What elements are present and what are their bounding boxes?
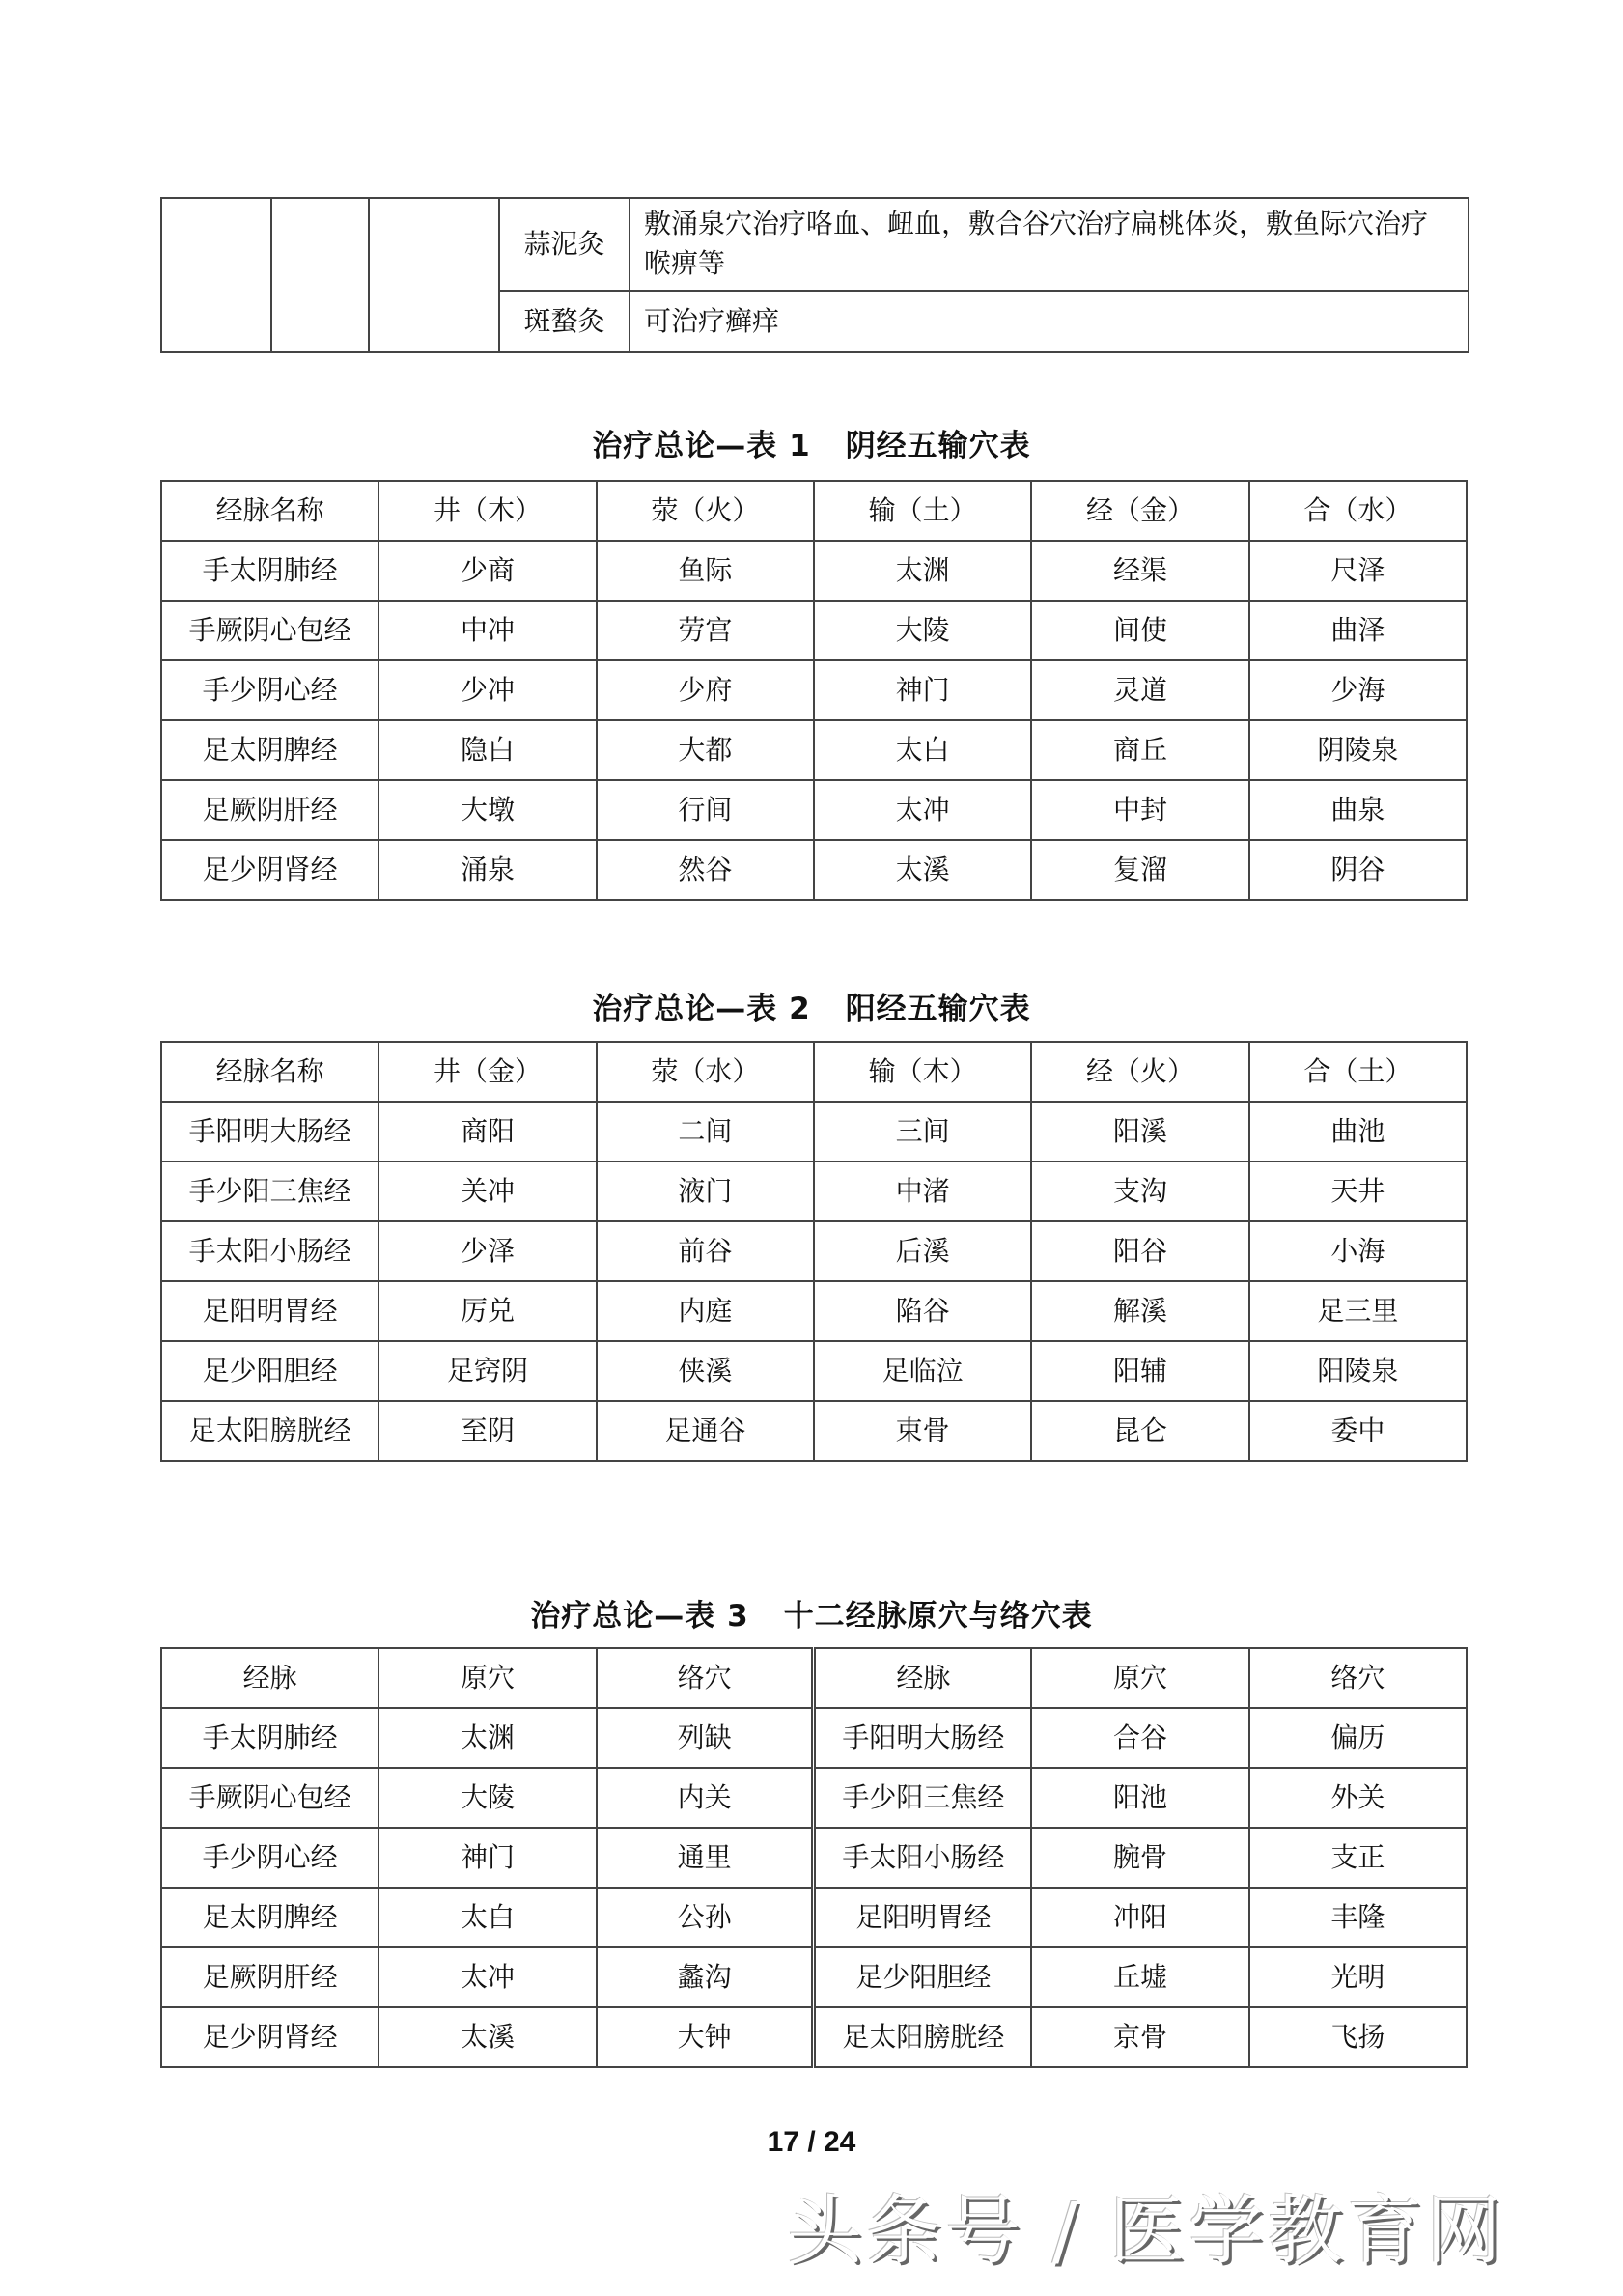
table-row <box>161 1888 1467 1947</box>
cell: 太白 <box>814 720 1031 780</box>
cell: 足太阳膀胱经 <box>814 2007 1031 2067</box>
table-row <box>161 1221 1467 1281</box>
cell: 列缺 <box>597 1708 814 1768</box>
cell: 解溪 <box>1031 1281 1248 1341</box>
header-cell: 荥（水） <box>597 1042 814 1102</box>
cell: 太溪 <box>378 2007 596 2067</box>
cell: 间使 <box>1031 601 1248 660</box>
table-row <box>161 1102 1467 1162</box>
cell: 手太阴肺经 <box>161 541 378 601</box>
cell: 曲泽 <box>1249 601 1467 660</box>
header-cell: 经脉 <box>814 1648 1031 1708</box>
cell: 丘墟 <box>1031 1947 1248 2007</box>
table-row <box>161 601 1467 660</box>
table-header-row <box>161 1648 1467 1708</box>
cell: 曲池 <box>1249 1102 1467 1162</box>
cell: 支沟 <box>1031 1162 1248 1221</box>
cell: 足三里 <box>1249 1281 1467 1341</box>
continued-moxibustion-table <box>160 197 1469 353</box>
table1-title <box>0 421 1623 464</box>
header-cell: 经（金） <box>1031 481 1248 541</box>
header-cell: 合（土） <box>1249 1042 1467 1102</box>
cell: 腕骨 <box>1031 1828 1248 1888</box>
cell: 少商 <box>378 541 596 601</box>
table-header-row <box>161 481 1467 541</box>
empty-cell <box>369 198 499 352</box>
header-cell: 经脉 <box>161 1648 378 1708</box>
header-cell: 井（木） <box>378 481 596 541</box>
table1-title-prefix: 治疗总论—表 1 <box>592 429 811 463</box>
cell: 足厥阴肝经 <box>161 1947 378 2007</box>
cell: 经渠 <box>1031 541 1248 601</box>
cell: 冲阳 <box>1031 1888 1248 1947</box>
cell: 复溜 <box>1031 840 1248 900</box>
header-cell: 经脉名称 <box>161 1042 378 1102</box>
cell: 足阳明胃经 <box>161 1281 378 1341</box>
table2-title-suffix: 阳经五输穴表 <box>845 992 1031 1026</box>
cell: 然谷 <box>597 840 814 900</box>
cell: 厉兑 <box>378 1281 596 1341</box>
cell: 太白 <box>378 1888 596 1947</box>
empty-cell <box>161 198 271 352</box>
cell: 隐白 <box>378 720 596 780</box>
cell: 劳宫 <box>597 601 814 660</box>
table1-title-suffix: 阴经五输穴表 <box>845 429 1031 463</box>
header-cell: 输（木） <box>814 1042 1031 1102</box>
table-row <box>161 780 1467 840</box>
cell: 内关 <box>597 1768 814 1828</box>
description-cell: 敷涌泉穴治疗咯血、衄血，敷合谷穴治疗扁桃体炎，敷鱼际穴治疗喉痹等 <box>630 198 1469 291</box>
cell: 支正 <box>1249 1828 1467 1888</box>
cell: 太溪 <box>814 840 1031 900</box>
cell: 足窍阴 <box>378 1341 596 1401</box>
header-cell: 络穴 <box>597 1648 814 1708</box>
cell: 束骨 <box>814 1401 1031 1461</box>
cell: 大钟 <box>597 2007 814 2067</box>
cell: 小海 <box>1249 1221 1467 1281</box>
cell: 手少阳三焦经 <box>161 1162 378 1221</box>
cell: 鱼际 <box>597 541 814 601</box>
cell: 关冲 <box>378 1162 596 1221</box>
header-cell: 输（土） <box>814 481 1031 541</box>
cell: 足厥阴肝经 <box>161 780 378 840</box>
table3-title-prefix: 治疗总论—表 3 <box>530 1599 749 1634</box>
cell: 光明 <box>1249 1947 1467 2007</box>
cell: 足太阴脾经 <box>161 1888 378 1947</box>
cell: 足少阴肾经 <box>161 840 378 900</box>
cell: 内庭 <box>597 1281 814 1341</box>
cell: 天井 <box>1249 1162 1467 1221</box>
cell: 手太阴肺经 <box>161 1708 378 1768</box>
cell: 大陵 <box>814 601 1031 660</box>
cell: 至阴 <box>378 1401 596 1461</box>
cell: 手少阴心经 <box>161 660 378 720</box>
cell: 太冲 <box>814 780 1031 840</box>
table-row <box>161 2007 1467 2067</box>
cell: 公孙 <box>597 1888 814 1947</box>
cell: 前谷 <box>597 1221 814 1281</box>
cell: 手厥阴心包经 <box>161 1768 378 1828</box>
table-row <box>161 840 1467 900</box>
header-cell: 井（金） <box>378 1042 596 1102</box>
table2-title-prefix: 治疗总论—表 2 <box>592 992 811 1026</box>
table-row <box>161 1401 1467 1461</box>
cell: 大都 <box>597 720 814 780</box>
cell: 阳池 <box>1031 1768 1248 1828</box>
header-cell: 荥（火） <box>597 481 814 541</box>
cell: 手太阳小肠经 <box>161 1221 378 1281</box>
cell: 中封 <box>1031 780 1248 840</box>
table3-title-suffix: 十二经脉原穴与络穴表 <box>783 1599 1093 1634</box>
cell: 二间 <box>597 1102 814 1162</box>
table-row <box>161 1341 1467 1401</box>
cell: 神门 <box>814 660 1031 720</box>
cell: 足少阳胆经 <box>161 1341 378 1401</box>
cell: 阳谷 <box>1031 1221 1248 1281</box>
table-row <box>161 660 1467 720</box>
table3-source-and-connecting-points <box>160 1647 1468 2068</box>
cell: 涌泉 <box>378 840 596 900</box>
header-cell: 经脉名称 <box>161 481 378 541</box>
cell: 后溪 <box>814 1221 1031 1281</box>
table-row <box>161 541 1467 601</box>
cell: 少泽 <box>378 1221 596 1281</box>
cell: 商阳 <box>378 1102 596 1162</box>
cell: 中冲 <box>378 601 596 660</box>
cell: 三间 <box>814 1102 1031 1162</box>
cell: 手厥阴心包经 <box>161 601 378 660</box>
table-row <box>161 1281 1467 1341</box>
cell: 陷谷 <box>814 1281 1031 1341</box>
cell: 手少阴心经 <box>161 1828 378 1888</box>
table-row <box>161 1947 1467 2007</box>
table-row <box>161 720 1467 780</box>
method-cell: 蒜泥灸 <box>499 198 630 291</box>
cell: 少海 <box>1249 660 1467 720</box>
cell: 太冲 <box>378 1947 596 2007</box>
cell: 阳辅 <box>1031 1341 1248 1401</box>
description-cell: 可治疗癣痒 <box>630 291 1469 352</box>
header-cell: 合（水） <box>1249 481 1467 541</box>
table-row <box>161 1768 1467 1828</box>
cell: 合谷 <box>1031 1708 1248 1768</box>
cell: 阳溪 <box>1031 1102 1248 1162</box>
cell: 灵道 <box>1031 660 1248 720</box>
cell: 足通谷 <box>597 1401 814 1461</box>
cell: 大陵 <box>378 1768 596 1828</box>
cell: 阳陵泉 <box>1249 1341 1467 1401</box>
cell: 少府 <box>597 660 814 720</box>
cell: 手太阳小肠经 <box>814 1828 1031 1888</box>
table2-title <box>0 984 1623 1027</box>
cell: 手少阳三焦经 <box>814 1768 1031 1828</box>
cell: 飞扬 <box>1249 2007 1467 2067</box>
cell: 太渊 <box>814 541 1031 601</box>
cell: 足阳明胃经 <box>814 1888 1031 1947</box>
cell: 足太阳膀胱经 <box>161 1401 378 1461</box>
cell: 太渊 <box>378 1708 596 1768</box>
cell: 尺泽 <box>1249 541 1467 601</box>
cell: 商丘 <box>1031 720 1248 780</box>
cell: 足少阳胆经 <box>814 1947 1031 2007</box>
cell: 足临泣 <box>814 1341 1031 1401</box>
cell: 京骨 <box>1031 2007 1248 2067</box>
cell: 阴陵泉 <box>1249 720 1467 780</box>
cell: 大墩 <box>378 780 596 840</box>
cell: 通里 <box>597 1828 814 1888</box>
empty-cell <box>271 198 369 352</box>
table-row <box>161 1828 1467 1888</box>
cell: 昆仑 <box>1031 1401 1248 1461</box>
cell: 丰隆 <box>1249 1888 1467 1947</box>
watermark: 头条号 / 医学教育网 <box>787 2188 1505 2275</box>
cell: 中渚 <box>814 1162 1031 1221</box>
cell: 蠡沟 <box>597 1947 814 2007</box>
header-cell: 络穴 <box>1249 1648 1467 1708</box>
cell: 神门 <box>378 1828 596 1888</box>
table-header-row <box>161 1042 1467 1102</box>
cell: 外关 <box>1249 1768 1467 1828</box>
header-cell: 原穴 <box>1031 1648 1248 1708</box>
table3-title <box>0 1591 1623 1635</box>
method-cell: 斑蝥灸 <box>499 291 630 352</box>
header-cell: 经（火） <box>1031 1042 1248 1102</box>
cell: 足太阴脾经 <box>161 720 378 780</box>
cell: 委中 <box>1249 1401 1467 1461</box>
cell: 足少阴肾经 <box>161 2007 378 2067</box>
table2-yang-five-shu-points <box>160 1041 1468 1462</box>
header-cell: 原穴 <box>378 1648 596 1708</box>
table-row <box>161 1162 1467 1221</box>
cell: 液门 <box>597 1162 814 1221</box>
cell: 少冲 <box>378 660 596 720</box>
cell: 阴谷 <box>1249 840 1467 900</box>
cell: 手阳明大肠经 <box>814 1708 1031 1768</box>
cell: 手阳明大肠经 <box>161 1102 378 1162</box>
cell: 偏历 <box>1249 1708 1467 1768</box>
cell: 曲泉 <box>1249 780 1467 840</box>
page-number: 17 / 24 <box>767 2126 856 2158</box>
table1-yin-five-shu-points <box>160 480 1468 901</box>
table-row <box>161 1708 1467 1768</box>
cell: 行间 <box>597 780 814 840</box>
cell: 侠溪 <box>597 1341 814 1401</box>
